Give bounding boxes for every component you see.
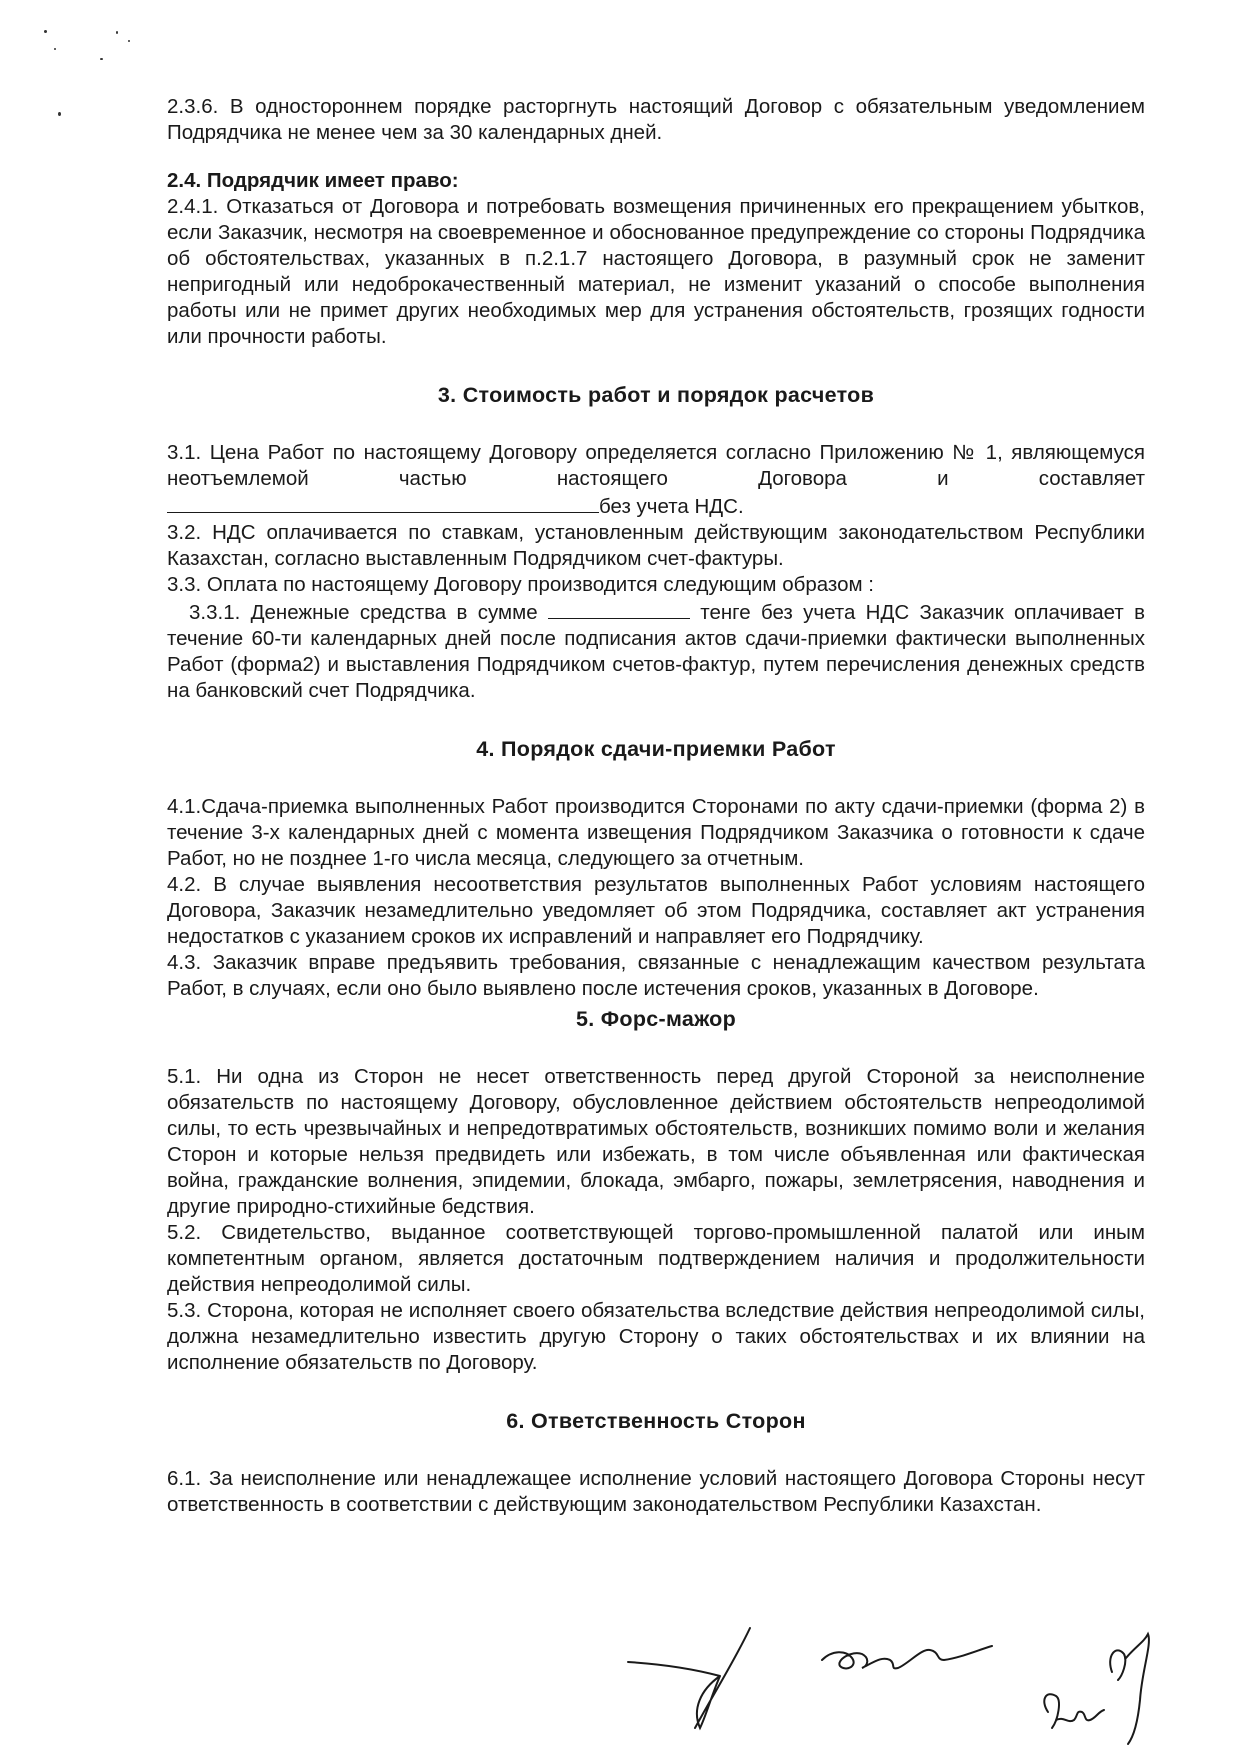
- clause-3-2: 3.2. НДС оплачивается по ставкам, установленным действующим законодательством Республики Казахстан, согласно выставленным Подрядчиком счет-фактуры.: [167, 521, 1145, 570]
- amount-blank-line: [548, 598, 690, 619]
- clause-6-1: 6.1. За неисполнение или ненадлежащее исполнение условий настоящего Договора Стороны несут ответственность в соответствии с действующим законодательством Республики Казахстан.: [167, 1467, 1145, 1516]
- clause-2-4-1: 2.4.1. Отказаться от Договора и потребовать возмещения причиненных его прекращением убытков, если Заказчик, несмотря на своевременное и обоснованное предупреждение со стороны Подрядчика об обстоятельствах, указанных в п.2.1.7 настоящего Договора, в разумный срок не заменит непригодный или недоброкачественный материал, не изменит указаний о способе выполнения работы или не примет других необходимых мер для устранения обстоятельств, грозящих годности или прочности работы.: [167, 195, 1145, 348]
- clause-4-1: 4.1.Сдача-приемка выполненных Работ производится Сторонами по акту сдачи-приемки (форма 2) в течение 3-х календарных дней с момента извещения Подрядчиком Заказчика о готовности к сдаче Работ, но не позднее 1-го числа месяца, следующего за отчетным.: [167, 795, 1145, 870]
- heading-section-4: 4. Порядок сдачи-приемки Работ: [476, 737, 836, 761]
- clause-3-1-tail: без учета НДС.: [599, 495, 744, 518]
- price-blank-line: [167, 492, 599, 513]
- heading-section-3: 3. Стоимость работ и порядок расчетов: [437, 383, 875, 407]
- handwritten-signatures: [600, 1620, 1200, 1750]
- document-body: [167, 94, 1145, 1518]
- clause-3-3-1-start: 3.3.1. Денежные средства в сумме: [189, 601, 538, 624]
- clause-3-3: 3.3. Оплата по настоящему Договору производится следующим образом :: [167, 573, 874, 596]
- clause-3-1-text: 3.1. Цена Работ по настоящему Договору определяется согласно Приложению № 1, являющемуся неотъемлемой частью настоящего Договора и составляет: [167, 441, 1145, 490]
- heading-section-5: 5. Форс-мажор: [575, 1007, 737, 1031]
- clause-4-2: 4.2. В случае выявления несоответствия результатов выполненных Работ условиям настоящего Договора, Заказчик незамедлительно уведомляет об этом Подрядчика, составляет акт устранения недостатков с указанием сроков их исправлений и направляет его Подрядчику.: [167, 873, 1145, 948]
- section-2-4-title: 2.4. Подрядчик имеет право:: [167, 169, 459, 192]
- clause-2-3-6: 2.3.6. В одностороннем порядке расторгнуть настоящий Договор с обязательным уведомлением Подрядчика не менее чем за 30 календарных дней.: [167, 95, 1145, 144]
- heading-section-6: 6. Ответственность Сторон: [506, 1409, 806, 1433]
- signatures-area: [600, 1620, 1200, 1750]
- clause-3-3-1-rest: тенге без учета НДС Заказчик оплачивает в течение 60-ти календарных дней после подписания актов сдачи-приемки фактически выполненных Работ (форма2) и выставления Подрядчиком счетов-фактур, путем перечисления денежных средств на банковский счет Подрядчика.: [167, 601, 1145, 702]
- clause-3-3-1: [167, 598, 1145, 704]
- clause-5-3: 5.3. Сторона, которая не исполняет своего обязательства вследствие действия непреодолимой силы, должна незамедлительно известить другую Сторону о таких обстоятельствах и их влиянии на исполнение обязательств по Договору.: [167, 1299, 1145, 1374]
- clause-3-1: [167, 440, 1145, 520]
- clause-5-2: 5.2. Свидетельство, выданное соответствующей торгово-промышленной палатой или иным компетентным органом, является достаточным подтверждением наличия и продолжительности действия непреодолимой силы.: [167, 1221, 1145, 1296]
- clause-5-1: 5.1. Ни одна из Сторон не несет ответственность перед другой Стороной за неисполнение обязательств по настоящему Договору, обусловленное действием обстоятельств непреодолимой силы, то есть чрезвычайных и непредотвратимых обстоятельств, возникших помимо воли и желания Сторон и которые нельзя предвидеть или избежать, в том числе объявленная или фактическая война, гражданские волнения, эпидемии, блокада, эмбарго, пожары, землетрясения, наводнения и другие природно-стихийные бедствия.: [167, 1065, 1145, 1218]
- clause-4-3: 4.3. Заказчик вправе предъявить требования, связанные с ненадлежащим качеством результата Работ, в случаях, если оно было выявлено после истечения сроков, указанных в Договоре.: [167, 951, 1145, 1000]
